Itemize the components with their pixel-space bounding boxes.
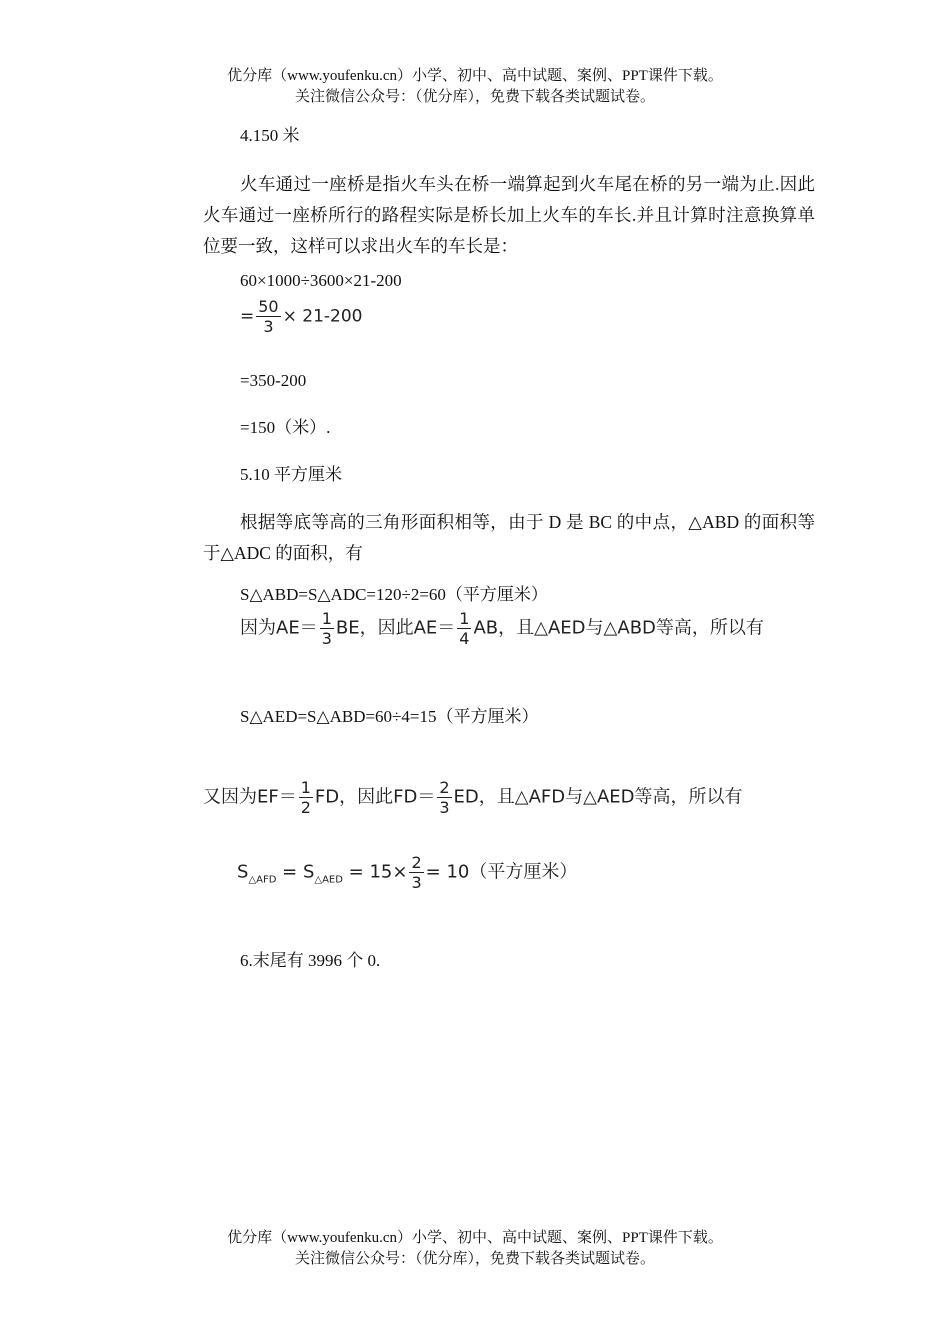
header-line-1: 优分库（www.youfenku.cn）小学、初中、高中试题、案例、PPT课件下载。 — [227, 68, 723, 84]
q5-eq2-numerator-1: 1 — [321, 609, 332, 628]
q5-eq2-fraction-2 — [457, 609, 471, 648]
q5-eq2-middle: BE，因此AE＝ — [335, 617, 456, 639]
q5-eq4-numerator-1: 1 — [300, 778, 311, 797]
q5-eq1: S△ABD=S△ADC=120÷2=60（平方厘米） — [240, 585, 548, 604]
q5-eq4-fraction-2 — [437, 778, 451, 817]
q4-title: 4.150 米 — [240, 126, 300, 145]
q5-title: 5.10 平方厘米 — [240, 465, 342, 484]
q4-step2-eq: = — [240, 306, 255, 327]
q5-eq2-suffix: AB，且△AED与△ABD等高，所以有 — [473, 617, 764, 639]
q5-eq5-s1: S — [237, 861, 249, 883]
q5-eq3: S△AED=S△ABD=60÷4=15（平方厘米） — [240, 707, 539, 726]
q5-eq4-fraction-1 — [299, 778, 313, 817]
q5-eq4-denominator-1: 2 — [300, 798, 311, 817]
q4-step2-denominator: 3 — [263, 317, 274, 336]
q4-step3: =350-200 — [240, 371, 307, 390]
page-header — [0, 66, 950, 108]
q5-eq5-times: = 15× — [342, 861, 408, 883]
q4-step2-rest: × 21-200 — [282, 306, 363, 327]
q5-eq5-subscript-1: △AFD — [248, 874, 277, 886]
q5-eq5-subscript-2: △AED — [314, 874, 343, 886]
q5-eq5-result: = 10（平方厘米） — [425, 861, 578, 883]
q5-eq4-numerator-2: 2 — [439, 778, 450, 797]
q4-step2-fraction — [256, 297, 280, 336]
q5-eq4-suffix: ED，且△AFD与△AED等高，所以有 — [453, 786, 743, 808]
q5-eq4-prefix: 又因为EF＝ — [203, 786, 297, 808]
q5-eq2-fraction-1 — [320, 609, 334, 648]
q4-step2 — [240, 297, 362, 336]
q5-eq4 — [203, 778, 743, 817]
q4-explanation: 火车通过一座桥是指火车头在桥一端算起到火车尾在桥的另一端为止.因此火车通过一座桥所行的路程实际是桥长加上火车的车长.并且计算时注意换算单位要一致，这样可以求出火车的车长是： — [203, 174, 815, 256]
q5-eq5 — [237, 853, 577, 892]
q5-eq4-denominator-2: 3 — [439, 798, 450, 817]
q5-eq5-numerator: 2 — [411, 853, 422, 872]
footer-line-2: 关注微信公众号：（优分库），免费下载各类试题试卷。 — [294, 1251, 655, 1267]
page-footer — [0, 1228, 950, 1270]
footer-line-1: 优分库（www.youfenku.cn）小学、初中、高中试题、案例、PPT课件下载。 — [227, 1230, 723, 1246]
q5-eq2-denominator-2: 4 — [459, 629, 470, 648]
q5-eq2-prefix: 因为AE＝ — [240, 617, 318, 639]
q5-eq5-middle: = S — [276, 861, 315, 883]
q4-step4: =150（米）. — [240, 418, 331, 437]
q5-eq5-fraction — [409, 853, 423, 892]
header-line-2: 关注微信公众号：（优分库），免费下载各类试题试卷。 — [294, 89, 655, 105]
q5-eq2-numerator-2: 1 — [459, 609, 470, 628]
q5-explanation: 根据等底等高的三角形面积相等，由于 D 是 BC 的中点，△ABD 的面积等于△ADC 的面积，有 — [203, 512, 815, 563]
q5-eq4-middle: FD，因此FD＝ — [314, 786, 436, 808]
q5-eq5-denominator: 3 — [411, 873, 422, 892]
q4-step2-numerator: 50 — [258, 297, 279, 316]
q5-eq2-denominator-1: 3 — [321, 629, 332, 648]
q6-title: 6.末尾有 3996 个 0. — [240, 951, 381, 970]
q4-step1: 60×1000÷3600×21-200 — [240, 271, 402, 290]
q5-eq2 — [240, 609, 764, 648]
